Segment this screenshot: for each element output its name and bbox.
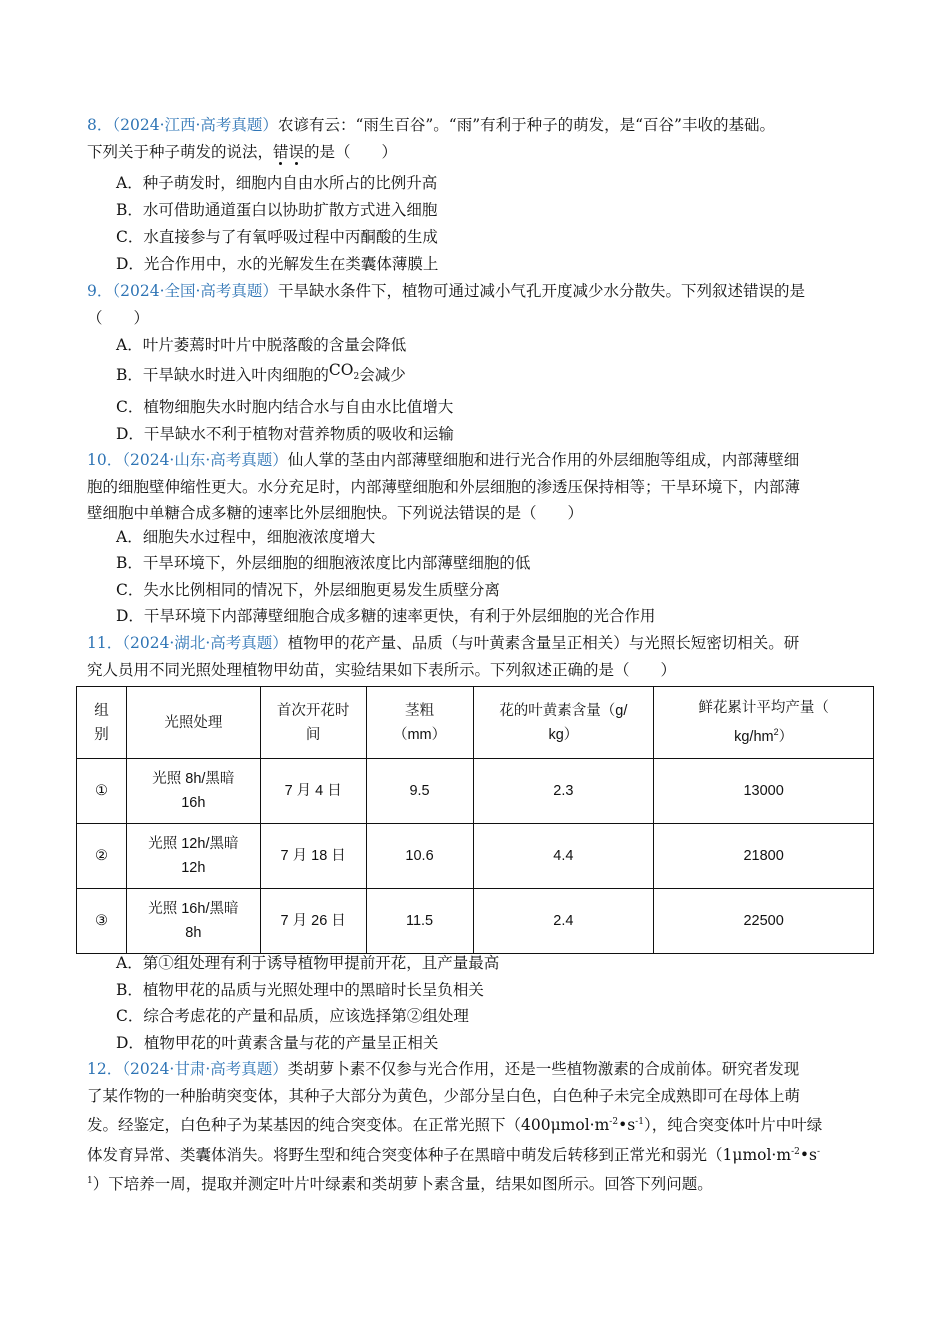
co2-formula: [328, 361, 360, 383]
question-10-number: 10．: [87, 451, 123, 469]
co2-text: CO: [328, 361, 354, 379]
cell-group: ②: [77, 824, 127, 889]
cell-group: ③: [77, 889, 127, 954]
cell-date: 7 月 26 日: [260, 889, 366, 954]
cell-date: 7 月 18 日: [260, 824, 366, 889]
question-10-option-a: A．细胞失水过程中，细胞液浓度增大: [116, 528, 376, 546]
emphasis-char-1: 错: [273, 142, 289, 161]
unit-sup-2: -1: [635, 1117, 644, 1127]
question-10-stem: [87, 447, 877, 527]
table-row: [77, 759, 874, 824]
question-8-option-a: A．种子萌发时，细胞内自由水所占的比例升高: [116, 174, 438, 192]
header-lutein-line2: kg）: [548, 726, 579, 743]
question-11-source: （2024·湖北·高考真题）: [122, 634, 288, 652]
header-group-line2: 别: [94, 726, 109, 743]
question-12-text-line5: ）下培养一周，提取并测定叶片叶绿素和类胡萝卜素含量，结果如图所示。回答下列问题。: [92, 1175, 713, 1194]
header-yield-line1: 鲜花累计平均产量（: [698, 700, 829, 717]
question-12-text-line3: 发。经鉴定，白色种子为某基因的纯合突变体。在正常光照下（400μmol·m: [87, 1116, 610, 1135]
header-yield-unit: kg/hm: [734, 728, 774, 745]
question-9-option-a: A．叶片萎蔫时叶片中脱落酸的含量会降低: [116, 336, 407, 354]
question-11-text-line2: 究人员用不同光照处理植物甲幼苗，实验结果如下表所示。下列叙述正确的是（ ）: [87, 660, 677, 679]
cell-yield: 21800: [654, 824, 874, 889]
header-stem-line1: 茎粗: [405, 702, 435, 719]
cell-light-line2: 16h: [181, 795, 206, 811]
unit-mid-1: •s: [618, 1116, 636, 1135]
cell-light: [126, 824, 260, 889]
question-8-number: 8．: [87, 116, 113, 134]
header-group-line1: 组: [94, 702, 109, 719]
question-10-source: （2024·山东·高考真题）: [122, 451, 288, 469]
question-10-text-line2: 胞的细胞壁伸缩性更大。水分充足时，内部薄壁细胞和外层细胞的渗透压保持相等；干旱环境下，内部薄: [87, 477, 801, 496]
question-8-text-line1: 农谚有云：“雨生百谷”。“雨”有利于种子的萌发，是“百谷”丰收的基础。: [277, 116, 775, 134]
question-8-text-line2: 下列关于种子萌发的说法，: [87, 142, 274, 161]
question-9-option-b: [116, 362, 876, 396]
question-9-number: 9．: [87, 282, 113, 300]
header-first-flowering: [260, 687, 366, 759]
question-9-text-line1: 干旱缺水条件下，植物可通过减小气孔开度减少水分散失。下列叙述错误的是: [277, 282, 805, 300]
question-11-number: 11．: [87, 634, 123, 652]
cell-light-line1: 光照 12h/黑暗: [148, 836, 239, 852]
header-first-flowering-line2: 间: [305, 726, 321, 743]
cell-stem: 10.6: [366, 824, 473, 889]
table-row: [77, 889, 874, 954]
experiment-results-table: [76, 686, 874, 954]
question-10-option-b: B．干旱环境下，外层细胞的细胞液浓度比内部薄壁细胞的低: [116, 554, 531, 572]
header-stem-diameter: [366, 687, 473, 759]
table-row: [77, 824, 874, 889]
header-light-treatment: 光照处理: [126, 687, 260, 759]
cell-light-line2: 12h: [181, 860, 206, 876]
cell-light-line1: 光照 16h/黑暗: [148, 901, 239, 917]
cell-light-line1: 光照 8h/黑暗: [152, 771, 235, 787]
header-first-flowering-line1: 首次开花时: [276, 702, 350, 719]
question-10-text-line1: 仙人掌的茎由内部薄壁细胞和进行光合作用的外层细胞等组成，内部薄壁细: [287, 451, 800, 469]
table-header-row: [77, 687, 874, 759]
question-12-number: 12．: [87, 1060, 123, 1078]
question-11-text-line1: 植物甲的花产量、品质（与叶黄素含量呈正相关）与光照长短密切相关。研: [287, 634, 800, 652]
header-yield-close: ）: [778, 728, 794, 745]
cell-stem: 9.5: [366, 759, 473, 824]
header-stem-line2: （mm）: [392, 726, 447, 743]
unit-sup-4: -: [816, 1146, 820, 1157]
header-yield-sup: 2: [773, 727, 779, 738]
question-11-option-b: B．植物甲花的品质与光照处理中的黑暗时长呈负相关: [116, 981, 484, 999]
question-11-option-d: D．植物甲花的叶黄素含量与花的产量呈正相关: [116, 1034, 439, 1052]
question-8-option-c: C．水直接参与了有氧呼吸过程中丙酮酸的生成: [116, 228, 438, 246]
question-12-stem: [87, 1056, 877, 1198]
unit-sup-3: -2: [791, 1146, 800, 1157]
co2-subscript: 2: [353, 372, 360, 383]
cell-lutein: 2.4: [473, 889, 654, 954]
cell-lutein: 2.3: [473, 759, 654, 824]
cell-date: 7 月 4 日: [260, 759, 366, 824]
emphasis-char-2: 误: [288, 142, 305, 161]
cell-light-line2: 8h: [185, 925, 202, 941]
question-9-source: （2024·全国·高考真题）: [112, 282, 278, 300]
question-10-text-line3: 壁细胞中单糖合成多糖的速率比外层细胞快。下列说法错误的是（ ）: [87, 504, 584, 522]
cell-light: [126, 889, 260, 954]
question-12-text-line2: 了某作物的一种胎萌突变体，其种子大部分为黄色，少部分呈白色，白色种子未完全成熟即可在母体上萌: [87, 1086, 801, 1105]
question-12-text-line3-end: ），纯合突变体叶片中叶绿: [643, 1116, 823, 1135]
question-8-source: （2024·江西·高考真题）: [112, 116, 278, 134]
question-9-option-d: D．干旱缺水不利于植物对营养物质的吸收和运输: [116, 425, 454, 443]
unit-sup-5: 1: [87, 1176, 93, 1187]
question-8-text-line2-end: 的是（ ）: [304, 142, 398, 161]
question-9-stem: [87, 278, 877, 331]
question-8-option-d: D．光合作用中，水的光解发生在类囊体薄膜上: [116, 255, 439, 273]
cell-light: [126, 759, 260, 824]
question-12-text-line1: 类胡萝卜素不仅参与光合作用，还是一些植物激素的合成前体。研究者发现: [287, 1060, 800, 1078]
question-9-text-line2: （ ）: [87, 308, 150, 327]
header-lutein-line1: 花的叶黄素含量（g/: [499, 702, 628, 719]
unit-mid-2: •s: [799, 1145, 817, 1164]
question-11-option-c: C．综合考虑花的产量和品质，应该选择第②组处理: [116, 1007, 469, 1025]
question-12-source: （2024·甘肃·高考真题）: [122, 1060, 288, 1078]
question-10-option-d: D．干旱环境下内部薄壁细胞合成多糖的速率更快，有利于外层细胞的光合作用: [116, 607, 656, 625]
cell-yield: 13000: [654, 759, 874, 824]
question-9-option-c: C．植物细胞失水时胞内结合水与自由水比值增大: [116, 398, 454, 416]
unit-sup-1: -2: [609, 1117, 619, 1127]
question-11-option-a: A．第①组处理有利于诱导植物甲提前开花，且产量最高: [116, 954, 500, 972]
cell-yield: 22500: [654, 889, 874, 954]
question-8-option-b: B．水可借助通道蛋白以协助扩散方式进入细胞: [116, 201, 438, 219]
header-lutein: [473, 687, 654, 759]
question-11-stem: [87, 630, 877, 683]
question-9-option-b-pre: B．干旱缺水时进入叶肉细胞的: [116, 366, 329, 384]
cell-group: ①: [77, 759, 127, 824]
question-10-option-c: C．失水比例相同的情况下，外层细胞更易发生质壁分离: [116, 581, 500, 599]
cell-lutein: 4.4: [473, 824, 654, 889]
cell-stem: 11.5: [366, 889, 473, 954]
header-yield: [654, 687, 874, 759]
question-12-text-line4: 体发育异常、类囊体消失。将野生型和纯合突变体种子在黑暗中萌发后转移到正常光和弱光（1μmol·m: [87, 1145, 792, 1164]
question-9-option-b-post: 会减少: [359, 366, 406, 384]
question-8-stem: [87, 112, 877, 165]
header-group: [77, 687, 127, 759]
